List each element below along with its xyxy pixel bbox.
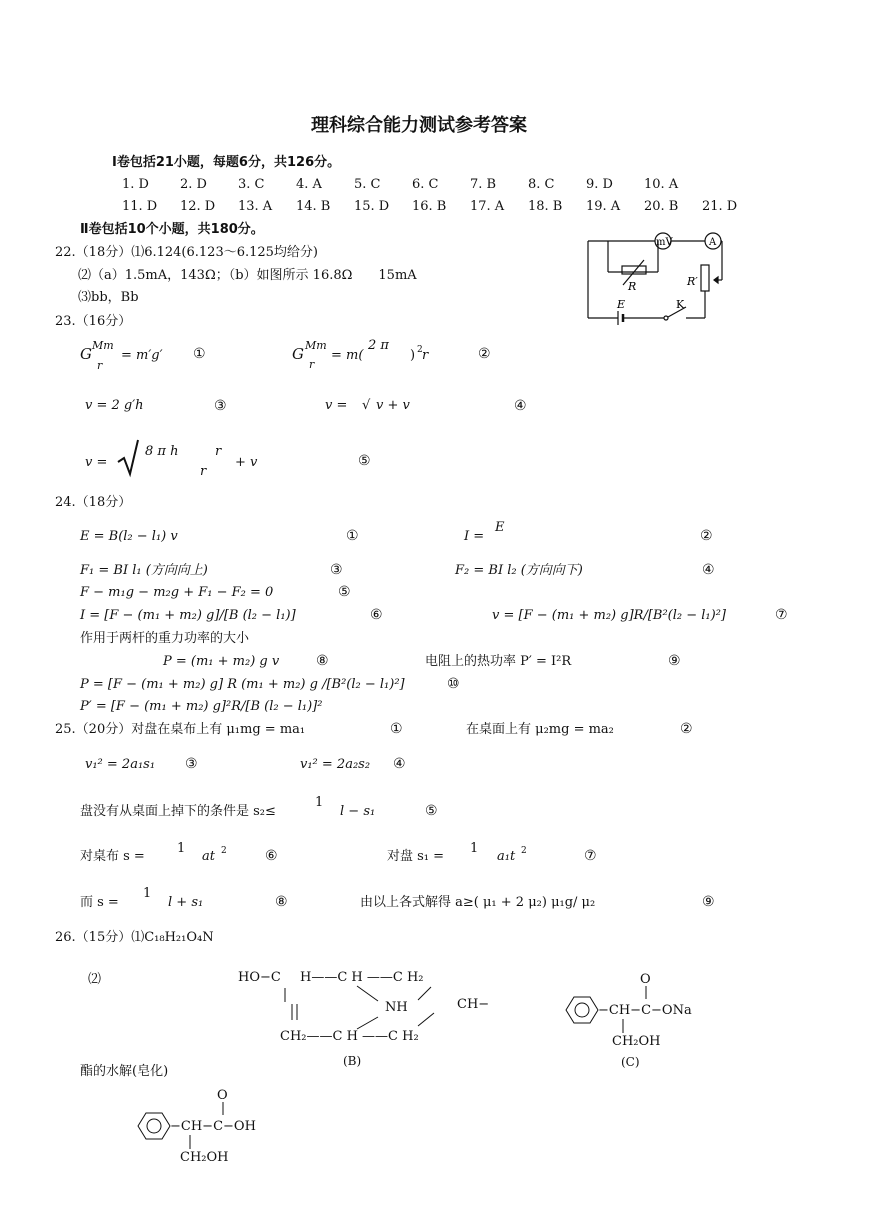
q23-eq2-rhs: = m( xyxy=(331,348,364,363)
struct-b-ch: CH− xyxy=(457,997,490,1012)
q23-m4: ④ xyxy=(514,398,527,414)
q25-m7: ⑦ xyxy=(584,848,597,864)
q23-eq5-plus: + v xyxy=(235,455,258,470)
q24-m3: ③ xyxy=(330,562,343,578)
q24-e3: F₁ = BI l₁ (方向向上) xyxy=(80,563,208,578)
struct-c-label: (C) xyxy=(621,1055,640,1069)
q25-m8: ⑧ xyxy=(275,894,288,910)
q23-eq1-den: r xyxy=(97,359,103,372)
answer-item: 6. C xyxy=(412,177,439,192)
q23-eq2-num: Mm xyxy=(305,339,327,352)
q24-e4: F₂ = BI l₂ (方向向下) xyxy=(455,563,583,578)
answer-item: 10. A xyxy=(644,177,679,192)
q24-m8: ⑧ xyxy=(316,653,329,669)
q24-e6: I = [F − (m₁ + m₂) g]/[B (l₂ − l₁)] xyxy=(80,608,296,623)
answer-item: 3. C xyxy=(238,177,265,192)
q24-e9: 电阻上的热功率 P′ = I²R xyxy=(425,654,572,669)
struct-b-hoc: HO−C xyxy=(238,970,281,985)
q23-eq1-num: Mm xyxy=(92,339,114,352)
q24-m10: ⑩ xyxy=(447,676,460,692)
q24-e2: I = xyxy=(464,529,485,544)
q24-text1: 作用于两杆的重力功率的大小 xyxy=(80,631,250,646)
mv-label: mV xyxy=(656,237,673,248)
q25-e8-one: 1 xyxy=(143,886,152,901)
e-label: E xyxy=(617,298,626,311)
answer-item: 20. B xyxy=(644,199,679,214)
struct-d-main: −CH−C−OH xyxy=(170,1119,256,1134)
q23-m1: ① xyxy=(193,346,206,362)
q23-m5: ⑤ xyxy=(358,453,371,469)
q24-m1: ① xyxy=(346,528,359,544)
q23-eq1-g: G xyxy=(80,345,92,363)
q23-eq5-r3: r xyxy=(215,444,222,459)
answer-item: 12. D xyxy=(180,199,216,214)
answer-item: 17. A xyxy=(470,199,505,214)
answer-item: 21. D xyxy=(702,199,738,214)
q24-e5: F − m₁g − m₂g + F₁ − F₂ = 0 xyxy=(80,585,274,600)
answer-item: 13. A xyxy=(238,199,273,214)
q23-header: 23.（16分） xyxy=(55,314,132,329)
answer-item: 15. D xyxy=(354,199,390,214)
q26-line1: 26.（15分）⑴C₁₈H₂₁O₄N xyxy=(55,930,214,945)
q22-line3: ⑶bb，Bb xyxy=(78,290,139,305)
struct-d-o: O xyxy=(217,1088,228,1103)
q25-line1a: 25.（20分）对盘在桌布上有 μ₁mg = ma₁ xyxy=(55,722,306,737)
answer-item: 11. D xyxy=(122,199,158,214)
page-title: 理科综合能力测试参考答案 xyxy=(311,115,527,136)
q25-e5-rest: l − s₁ xyxy=(340,804,376,819)
q25-e6-rest: at xyxy=(202,849,215,864)
q23-eq5-lhs: v = xyxy=(85,455,108,470)
q22-line1: 22.（18分）⑴6.124(6.123～6.125均给分) xyxy=(55,245,319,260)
q25-e3: v₁² = 2a₁s₁ xyxy=(85,757,156,772)
q25-e7-one: 1 xyxy=(470,841,479,856)
q26-hydrolysis-text: 酯的水解(皂化) xyxy=(80,1064,169,1079)
q25-e7-sup: 2 xyxy=(521,846,527,856)
q23-eq5-num: 8 π h xyxy=(145,444,179,459)
q24-e8: P = (m₁ + m₂) g v xyxy=(163,654,280,669)
q24-e2-frac: E xyxy=(495,520,505,535)
q25-m9: ⑨ xyxy=(702,894,715,910)
q25-e5: 盘没有从桌面上掉下的条件是 s₂≤ xyxy=(80,804,276,819)
answer-item: 19. A xyxy=(586,199,621,214)
q25-e5-one: 1 xyxy=(315,795,324,810)
q23-eq2-den: r xyxy=(309,358,315,371)
q22-line2: ⑵（a）1.5mA，143Ω；（b）如图所示 16.8Ω 15mA xyxy=(78,268,417,283)
answer-item: 16. B xyxy=(412,199,447,214)
answer-item: 9. D xyxy=(586,177,613,192)
q24-m7: ⑦ xyxy=(775,607,788,623)
q24-m5: ⑤ xyxy=(338,584,351,600)
struct-b-top: H——C H ——C H₂ xyxy=(300,970,424,985)
q25-m2: ② xyxy=(680,721,693,737)
q26-p2: ⑵ xyxy=(88,972,102,987)
q23-eq3: v = 2 g′h xyxy=(85,398,144,413)
struct-b-label: (B) xyxy=(343,1054,362,1068)
part1-header: Ⅰ卷包括21小题，每题6分，共126分。 xyxy=(112,155,341,170)
q25-m5: ⑤ xyxy=(425,803,438,819)
q24-e7: v = [F − (m₁ + m₂) g]R/[B²(l₂ − l₁)²] xyxy=(492,608,726,623)
q23-eq2-r: r xyxy=(422,348,429,363)
q23-eq4-lhs: v = xyxy=(325,398,348,413)
q25-e9: 由以上各式解得 a≥( μ₁ + 2 μ₂) μ₁g/ μ₂ xyxy=(360,895,596,910)
answer-item: 8. C xyxy=(528,177,555,192)
q23-m2: ② xyxy=(478,346,491,362)
struct-d-ch2oh: CH₂OH xyxy=(180,1150,229,1165)
q24-m4: ④ xyxy=(702,562,715,578)
q25-e7: 对盘 s₁ = xyxy=(387,849,445,864)
answer-item: 4. A xyxy=(296,177,322,192)
q24-m9: ⑨ xyxy=(668,653,681,669)
q24-e1: E = B(l₂ − l₁) v xyxy=(80,529,178,544)
rp-label: R′ xyxy=(687,275,698,288)
struct-c-o: O xyxy=(640,972,651,987)
q23-eq2-g: G xyxy=(292,345,304,363)
struct-b-nh: NH xyxy=(385,1000,408,1015)
q24-m6: ⑥ xyxy=(370,607,383,623)
q23-eq4-rhs: v + v xyxy=(376,398,410,413)
answer-item: 14. B xyxy=(296,199,331,214)
answer-item: 1. D xyxy=(122,177,149,192)
q25-e6: 对桌布 s = xyxy=(80,849,145,864)
q25-e8: 而 s = xyxy=(80,895,119,910)
q24-header: 24.（18分） xyxy=(55,495,132,510)
q23-eq5-r0: r xyxy=(200,464,207,479)
q25-m4: ④ xyxy=(393,756,406,772)
struct-c-ch2oh: CH₂OH xyxy=(612,1034,661,1049)
q23-m3: ③ xyxy=(214,398,227,414)
q24-m2: ② xyxy=(700,528,713,544)
q25-m6: ⑥ xyxy=(265,848,278,864)
q23-eq2-close: ) xyxy=(410,348,416,363)
q24-e11: P′ = [F − (m₁ + m₂) g]²R/[B (l₂ − l₁)]² xyxy=(80,699,323,714)
k-label: K xyxy=(676,298,685,311)
q24-e10: P = [F − (m₁ + m₂) g] R (m₁ + m₂) g /[B²(l₂ − l₁)²] xyxy=(80,677,405,692)
q25-e7-rest: a₁t xyxy=(497,849,516,864)
q23-eq1-rhs: = m′g′ xyxy=(121,348,163,363)
part2-header: Ⅱ卷包括10个小题，共180分。 xyxy=(80,222,264,237)
q25-m1: ① xyxy=(390,721,403,737)
r-label: R xyxy=(628,280,637,293)
q25-e6-one: 1 xyxy=(177,841,186,856)
q25-m3: ③ xyxy=(185,756,198,772)
answer-item: 2. D xyxy=(180,177,207,192)
answer-item: 5. C xyxy=(354,177,381,192)
struct-c-main: −CH−C−ONa xyxy=(598,1003,692,1018)
a-label: A xyxy=(709,237,717,248)
answer-item: 7. B xyxy=(470,177,497,192)
q25-e4: v₁² = 2a₂s₂ xyxy=(300,757,371,772)
q25-line1b: 在桌面上有 μ₂mg = ma₂ xyxy=(466,722,614,737)
q23-eq2-2pi: 2 π xyxy=(368,338,389,353)
struct-b-bottom: CH₂——C H ——C H₂ xyxy=(280,1029,419,1044)
q25-e8-rest: l + s₁ xyxy=(168,895,204,910)
q25-e6-sup: 2 xyxy=(221,846,227,856)
answer-item: 18. B xyxy=(528,199,563,214)
